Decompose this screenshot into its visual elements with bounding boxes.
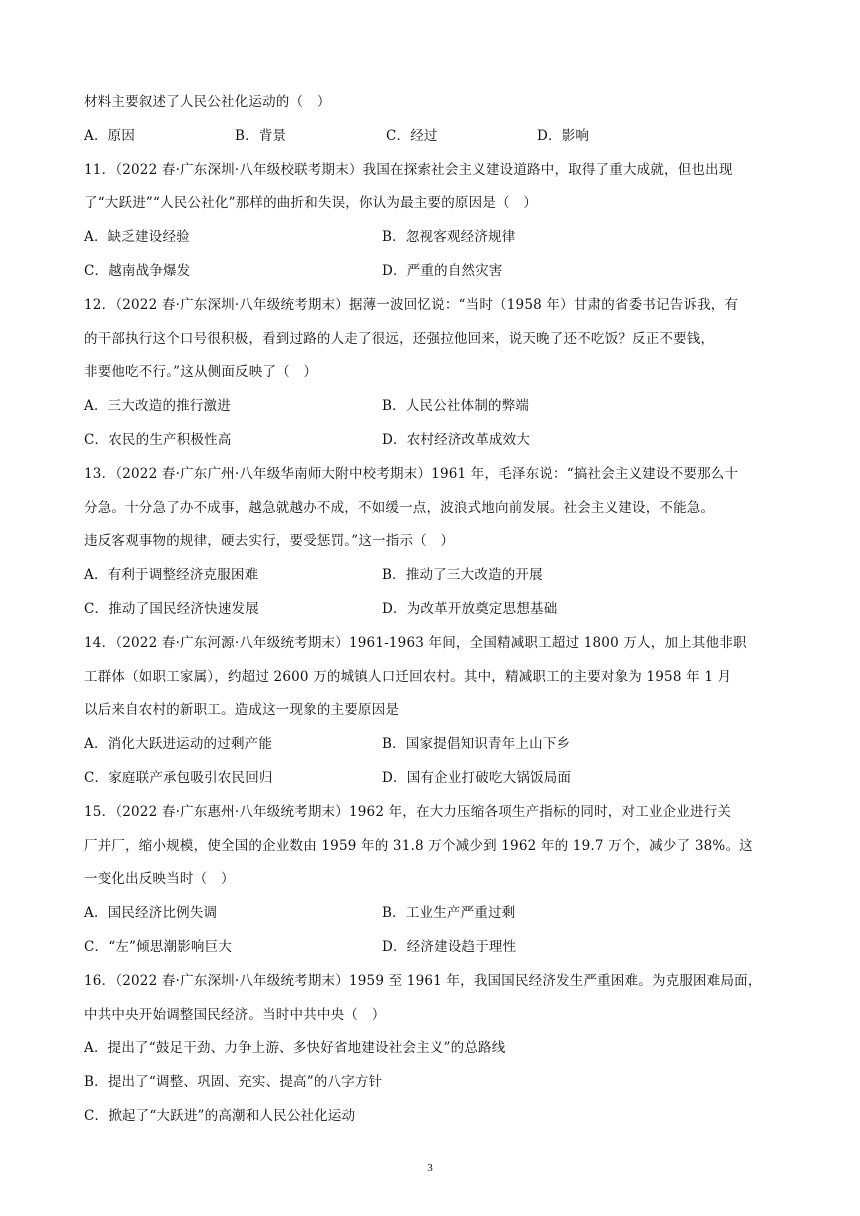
option-row: [84, 559, 784, 593]
option-c: C．掀起了“大跃进”的高潮和人民公社化运动: [84, 1107, 356, 1124]
question-stem-line: 12．（2022 春·广东深圳·八年级统考期末）据薄一波回忆说：“当时（1958 年）甘肃的省委书记告诉我，有: [84, 296, 739, 313]
option-d: D．农村经济改革成效大: [382, 431, 531, 448]
question-15: [84, 796, 784, 965]
option-c: C．越南战争爆发: [84, 262, 191, 279]
question-stem-line: 一变化出反映当时（ ）: [84, 871, 235, 888]
option-d: D．为改革开放奠定思想基础: [382, 600, 558, 617]
option-c: C．家庭联产承包吸引农民回归: [84, 769, 273, 786]
question-stem-line: 工群体（如职工家属），约超过 2600 万的城镇人口迁回农村。其中，精减职工的主要对象为 1958 年 1 月: [84, 668, 732, 685]
option-row: [84, 221, 784, 255]
question-13: [84, 458, 784, 627]
option-a: A．国民经济比例失调: [84, 905, 218, 922]
option-row: [84, 255, 784, 289]
question-stem-line: 13．（2022 春·广东广州·八年级华南师大附中校考期末）1961 年，毛泽东说：“搞社会主义建设不要那么十: [84, 465, 739, 482]
question-stem-line: 材料主要叙述了人民公社化运动的（ ）: [84, 94, 331, 110]
option-a: A．提出了“鼓足干劲、力争上游、多快好省地建设社会主义”的总路线: [84, 1040, 506, 1057]
option-row: [84, 593, 784, 627]
option-b: B．推动了三大改造的开展: [382, 567, 543, 584]
option-d: D．国有企业打破吃大锅饭局面: [382, 769, 572, 786]
question-12: [84, 289, 784, 458]
option-a: A．有利于调整经济克服困难: [84, 567, 259, 584]
question-10: [84, 86, 784, 154]
option-row: [84, 897, 784, 931]
option-a: A．原因: [84, 127, 136, 144]
option-b: B．人民公社体制的弊端: [382, 398, 530, 415]
question-stem-line: 11．（2022 春·广东深圳·八年级校联考期末）我国在探索社会主义建设道路中，取得了重大成就，但也出现: [84, 161, 733, 178]
question-stem-line: 15．（2022 春·广东惠州·八年级统考期末）1962 年，在大力压缩各项生产指标的同时，对工业企业进行关: [84, 803, 732, 820]
option-row: [84, 762, 784, 796]
option-c: C．推动了国民经济快速发展: [84, 600, 259, 617]
question-list: [84, 86, 784, 1134]
option-d: D．经济建设趋于理性: [382, 938, 517, 955]
option-row: [84, 390, 784, 424]
question-stem-line: 违反客观事物的规律，硬去实行，要受惩罚。”这一指示（ ）: [84, 533, 455, 550]
option-b: B．工业生产严重过剩: [382, 905, 516, 922]
option-d: D．影响: [537, 127, 590, 144]
option-b: B．提出了“调整、巩固、充实、提高”的八字方针: [84, 1074, 383, 1091]
option-row: [84, 424, 784, 458]
question-stem-line: 以后来自农村的新职工。造成这一现象的主要原因是: [84, 702, 400, 719]
option-b: B．国家提倡知识青年上山下乡: [382, 736, 571, 753]
option-a: A．缺乏建设经验: [84, 229, 190, 246]
question-16: [84, 965, 784, 1134]
option-c: C．农民的生产积极性高: [84, 431, 232, 448]
page-number: 3: [427, 1162, 433, 1174]
option-row: [84, 120, 784, 154]
question-stem-line: 分急。十分急了办不成事，越急就越办不成，不如缓一点，波浪式地向前发展。社会主义建设，不能急。: [84, 499, 715, 516]
option-a: A．消化大跃进运动的过剩产能: [84, 736, 273, 753]
question-stem-line: 厂并厂，缩小规模，使全国的企业数由 1959 年的 31.8 万个减少到 1962 年的 19.7 万个，减少了 38%。这: [84, 837, 753, 854]
question-stem-line: 中共中央开始调整国民经济。当时中共中央（ ）: [84, 1006, 386, 1023]
option-d: D．严重的自然灾害: [382, 262, 503, 279]
option-c: C．“左”倾思潮影响巨大: [84, 938, 233, 955]
question-stem-line: 的干部执行这个口号很积极，看到过路的人走了很远，还强拉他回来，说天晚了还不吃饭？反正不要钱，: [84, 330, 715, 347]
question-stem-line: 14．（2022 春·广东河源·八年级统考期末）1961-1963 年间，全国精减职工超过 1800 万人，加上其他非职: [84, 634, 747, 651]
question-14: [84, 627, 784, 796]
question-11: [84, 154, 784, 289]
option-b: B．忽视客观经济规律: [382, 229, 516, 246]
option-row: [84, 728, 784, 762]
question-stem-line: 16．（2022 春·广东深圳·八年级统考期末）1959 至 1961 年，我国国民经济发生严重困难。为克服困难局面，: [84, 972, 762, 989]
option-c: C．经过: [386, 127, 438, 144]
option-b: B．背景: [235, 127, 287, 144]
question-stem-line: 了“大跃进”“人民公社化”那样的曲折和失误，你认为最主要的原因是（ ）: [84, 195, 538, 212]
question-stem-line: 非要他吃不行。”这从侧面反映了（ ）: [84, 364, 318, 381]
option-a: A．三大改造的推行激进: [84, 398, 231, 415]
option-row: [84, 931, 784, 965]
